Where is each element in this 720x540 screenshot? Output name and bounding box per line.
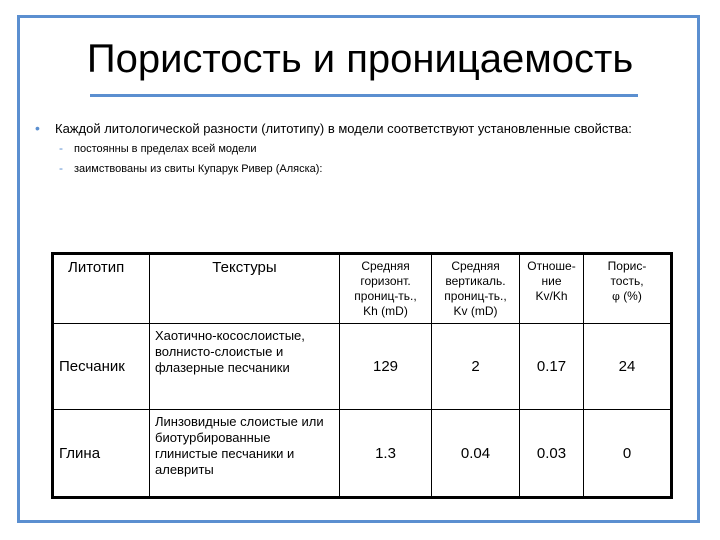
header-kv-line: Средняя [451, 259, 500, 273]
row-kh: 1.3 [340, 410, 432, 498]
bullet-list [35, 120, 665, 177]
header-ratio-line: Отноше- [527, 259, 576, 273]
header-kh-line: прониц-ть., [354, 289, 417, 303]
title-underline [90, 94, 638, 97]
header-kh [340, 254, 432, 324]
header-ratio-line: ние [541, 274, 562, 288]
header-ratio [520, 254, 584, 324]
header-kh-line: Kh (mD) [363, 304, 408, 318]
table-row [53, 324, 672, 410]
row-porosity: 0 [584, 410, 672, 498]
row-ratio: 0.17 [520, 324, 584, 410]
header-kv [432, 254, 520, 324]
header-textures: Текстуры [150, 254, 340, 324]
header-porosity-line: Порис- [607, 259, 647, 273]
row-lithotype: Глина [53, 410, 150, 498]
phi-symbol: φ [612, 290, 620, 303]
sub-bullet-item [35, 162, 665, 177]
bullet-text: Каждой литологической разности (литотипу) в модели соответствуют установленные свойства: [55, 121, 632, 136]
header-porosity-line [589, 289, 665, 304]
header-kv-line: Kv (mD) [453, 304, 498, 318]
header-porosity-line: тость, [610, 274, 644, 288]
header-kv-line: вертикаль. [445, 274, 506, 288]
slide-title: Пористость и проницаемость [86, 37, 634, 81]
dash-icon: - [59, 141, 63, 155]
row-kh: 129 [340, 324, 432, 410]
header-kv-line: прониц-ть., [444, 289, 507, 303]
porosity-unit: (%) [623, 289, 642, 303]
bullet-item [35, 120, 665, 137]
header-kh-line: горизонт. [360, 274, 411, 288]
row-texture: Линзовидные слоистые или биотурбированные глинистые песчаники и алевриты [150, 410, 340, 498]
table-header-row [53, 254, 672, 324]
row-kv: 0.04 [432, 410, 520, 498]
row-kv: 2 [432, 324, 520, 410]
header-ratio-line: Kv/Kh [535, 289, 568, 303]
table-row [53, 410, 672, 498]
properties-table [51, 252, 673, 499]
row-ratio: 0.03 [520, 410, 584, 498]
sub-bullet-text: постоянны в пределах всей модели [74, 143, 257, 155]
sub-bullet-item [35, 142, 665, 157]
header-lithotype: Литотип [53, 254, 150, 324]
header-kh-line: Средняя [361, 259, 410, 273]
header-porosity [584, 254, 672, 324]
bullet-dot-icon: • [35, 120, 40, 136]
row-texture: Хаотично-косослоистые, волнисто-слоистые и флазерные песчаники [150, 324, 340, 410]
row-lithotype: Песчаник [53, 324, 150, 410]
sub-bullet-text: заимствованы из свиты Купарук Ривер (Аляска): [74, 163, 323, 175]
row-porosity: 24 [584, 324, 672, 410]
dash-icon: - [59, 161, 63, 175]
